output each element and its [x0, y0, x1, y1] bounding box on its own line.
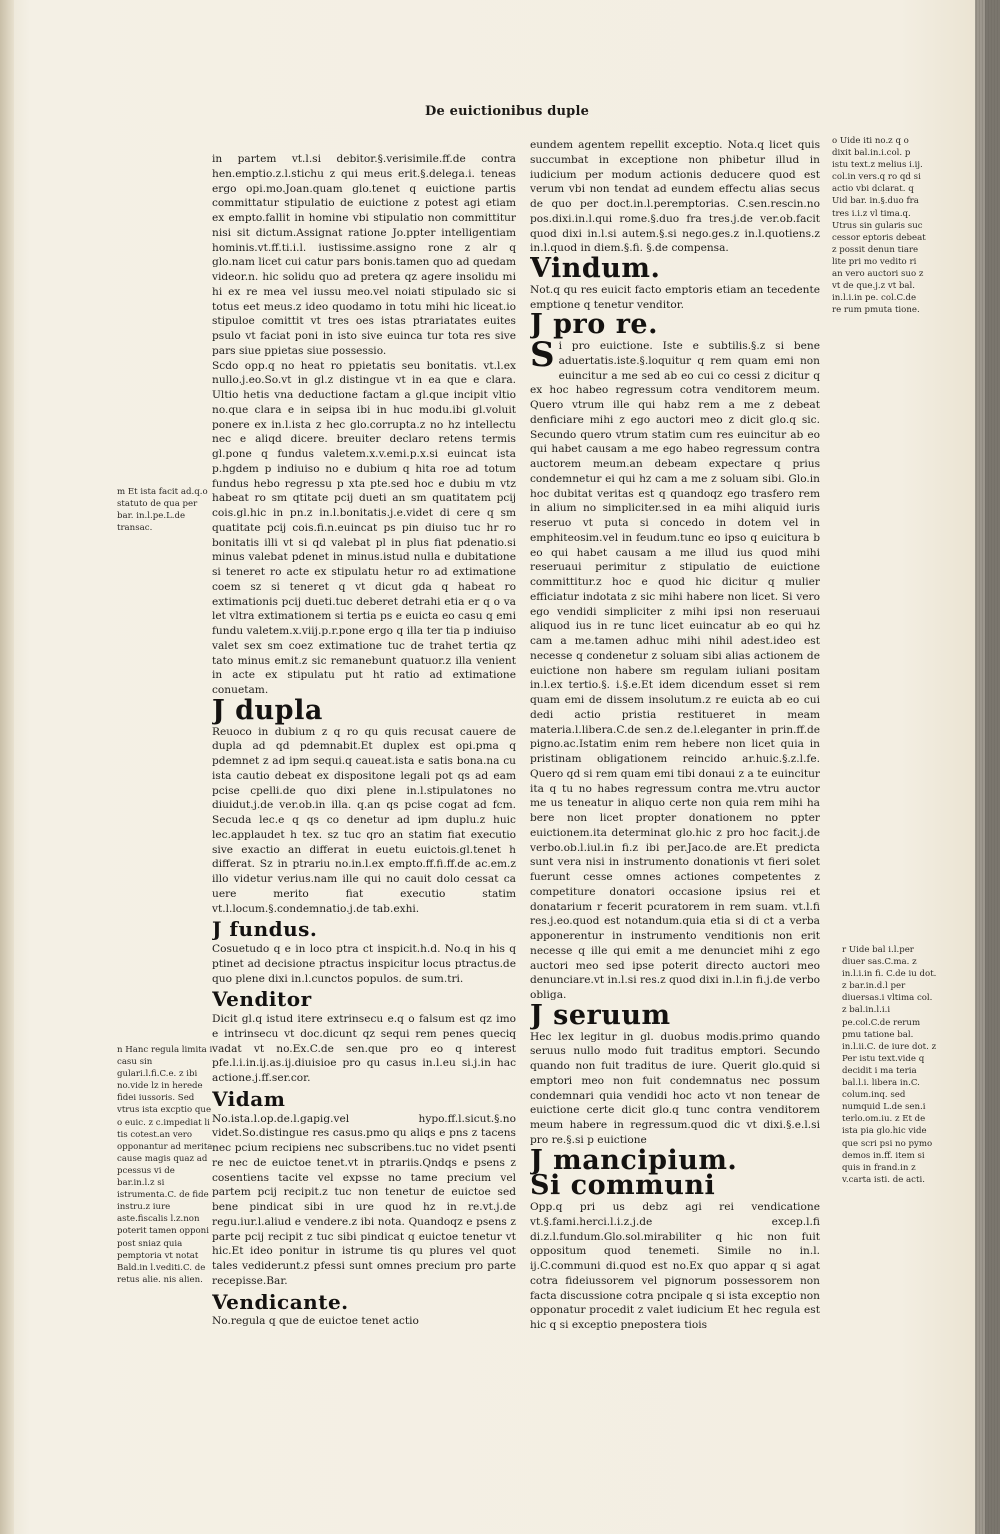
- lemma-heading: [530, 253, 820, 284]
- paragraph: [530, 335, 820, 1003]
- lemma-heading: [530, 1170, 820, 1202]
- paragraph: Hec lex legitur in gl. duobus modis.primo quando seruus nullo modo fuit traditus emptori. Secundo quando non fuit traditus de iure. Querit glo.quid si emptori meo non fuit condemnatus nec possum condemnari quia vendidi hoc acto vt non tenear de euictione certe dicit glo.q tunc contra venditorem meum habere in regressum.quod dic vt dixi.§.e.l.si pro re.§.si p euictione: [530, 1030, 820, 1146]
- lemma-servum: J seruum: [530, 999, 671, 1031]
- lemma-venditor: Venditor: [212, 987, 312, 1012]
- lemma-heading: [212, 1088, 516, 1111]
- lemma-si-communi: Si communi: [530, 1170, 716, 1202]
- paragraph: No.ista.l.op.de.l.gapig.vel hypo.ff.l.sicut.§.no videt.So.distingue res casus.pmo qu aliqs e pns z tacens nec pcium recipiens nec subscribens.tuc no videt psenti re nec de euictoe tenet.vt in ptrariis.Qndqs e psens z cosentiens tacite vel expsse no tame precium vel partem pcij recipit.z tuc non tenetur de euictoe sed bene pindicat sibi in ure quod hz in re.vt.j.de regu.iur.l.aliud e vendere.z ibi nota. Quandoqz e psens z parte pcij recipit z tuc sibi pindicat q euictoe tenetur vt hic.Et ideo ponitur in istrume tis qu plures vel quot tales vediderunt.z pfessi sunt omnes precium pro parte recepisse.Bar.: [212, 1112, 516, 1287]
- lemma-fundus: J fundus.: [212, 917, 318, 942]
- paragraph-text: i pro euictione. Iste e subtilis.§.z si bene aduertatis.iste.§.loquitur q rem quam emi non euincitur a me sed ab eo cui co cessi z dicitur q ex hoc habeo regressum cotra venditorem meum. Quero vtrum ille qui habz rem a me z debeat denficiare mihi z ego auctori meo z dicit glo.q sic. Secundo quero vtrum statim cum res euincitur ab eo qui habet causam a me ego habeo regressum contra auctorem meum.an debeam expectare q prius condemnetur ei qui hz cam a me z soluam sibi. Glo.in hoc dubitat veritas est q quandoqz ego trasfero rem in alium no simpliciter.sed in ea mihi aliquid iuris reseruo vt puta si concedo in dotem vel in emphiteosim.vel in feudum.tunc eo ipso q euicitura b eo qui habet causam a me illud ius quod mihi reseruaui perimitur z stipulatio de euictione committitur.z hoc e quod hic dicitur q mulier efficiatur indotata z sic mihi habere non licet. Si vero ego vendidi simpliciter z mihi ipsi non reseruaui aliquod ius in re tunc licet euincatur ab eo qui hz cam a me.tamen adhuc mihi nihil adest.ideo est necesse q condenetur z soluam sibi alias actionem de euictione non habere sm regulam iuliani positam in.l.ex tertio.§. i.§.e.Et idem dicendum esset si rem quam emi de dissem insolutum.z re euicta ab eo cui dedi actio pristia restitueret in meam materia.l.libera.C.de sen.z de.l.eleganter in prin.ff.de pigno.ac.Istatim enim rem hebere non licet quia in pristinam obligationem reincido ar.huic.§.z.l.fe. Quero qd si rem quam emi tibi donaui z a te euincitur ita q tu no habes regressum contra me.vtru auctor me us teneatur in aliquo certe non quia rem mihi ha bere non licet propter donationem no ppter euictionem.ita determinat glo.hic z pro hoc facit.j.de verbo.ob.l.iul.in fi.z ibi per.Jaco.de are.Et predicta sunt vera nisi in instrumento donationis vt fieri solet fuerunt cesse omnes actiones competentes z competiture donatori occasione ipsius rei et donatarium r fecerit pcuratorem in rem suam. vt.l.fi res.j.eo.quod est notandum.quia etia si di ct a verba apponerentur in instrumento venditionis non erit necesse q ille qui emit a me denunciet mihi z ego auctori meo sed ipse poterit directo auctori meo denunciare.vt in.l.si res.z quod dixi in.l.in fi.j.de verbo obliga.: [530, 340, 820, 1001]
- margin-note-left-bottom: n Hanc regula limita i casu sin gulari.l.fi.C.e. z ibi no.vide lz in herede fidei iussoris. Sed vtrus ista excptio que o euic. z c.impediat li tis cotest.an vero opponantur ad merita cause magis quaz ad pcessus vi de bar.in.l.z si istrumenta.C. de fide instru.z iure aste.fiscalis l.z.non poterit tamen opponi post sniaz quia pemptoria vt notat Bald.in l.vediti.C. de retus alie. nis alien.: [117, 1045, 213, 1285]
- lemma-heading: [212, 694, 516, 726]
- margin-note-right-bottom: r Uide bal i.l.per diuer sas.C.ma. z in.l.i.in fi. C.de iu dot. z bar.in.d.l per diuersas.i vltima col. z bal.in.l.i.i pe.col.C.de rerum pmu tatione bal. in.l.ii.C. de iure dot. z Per istu text.vide q decidit i ma teria bal.l.i. libera in.C. colum.inq. sed numquid L.de sen.i terlo.om.iu. z Et de ista pia glo.hic vide que scri psi no pymo demos in.ff. item si quis in frand.in z v.carta isti. de acti.: [842, 945, 937, 1185]
- text-column-left: [212, 152, 516, 1382]
- paragraph: in partem vt.l.si debitor.§.verisimile.ff.de contra hen.emptio.z.l.stichu z qui meus erit.§.delega.i. teneas ergo opi.mo.Joan.quam glo.tenet q euictione partis committatur stipulatio de euictione z potest agi etiam ex empto.fallit in homine vbi stipulatio non committitur nisi sit dictum.Assignat ratione Jo.ppter intelligentiam hominis.vt.ff.ti.i.l. iustissime.assigno rone z alr q glo.nam licet cui catur pars bonis.tamen quo ad quedam videor.n. hic solidu quo ad pretera qz agere insolidu mi hi ex re mea vel iussu meo.vel noiati stipulado sic si totus eet meus.z ideo quodamo in totu mihi hic liceat.io stipuloe comittit vt tres oes istas ptrariatates euites psulo vt faciat poni in isto sive euinca tur tota res sive pars siue ppietas siue possessio.: [212, 153, 516, 357]
- paragraph: Scdo opp.q no heat ro ppietatis seu bonitatis. vt.l.ex nullo.j.eo.So.vt in gl.z distingue vt in ea que e clara. Ultio hetis vna deductione factam a gl.que incipit vltio no.que clara e in seipsa ibi in huc modu.ibi gl.voluit ponere ex in.l.ista z hec glo.corrupta.z no hz intellectu nec e aliqd dicere. breuiter declaro retens termis gl.pone q fundus valetem.x.v.emi.p.x.si euincat ista p.hgdem p indiuiso no e dubium q hita roe ad totum fundus hebo regressu p xta pte.sed hoc e dubiu m vtz habeat ro sm qtitate pcij dueti an sm quatitatem pcij cois.gl.hic in pn.z in.l.bonitatis.j.e.videt di cere q sm quatitate pcij cois.fi.n.euincat ps pin diuiso tuc hr ro bonitatis illi vt si qd valebat pl in plus fiat pdenatio.si minus valebat pdenet in minus.istud nulla e dubitatione si teneret ro acte ex stipulatu hetur ro ad extimatione coem sz si teneret q vt dicut gda q habeat ro extimationis pcij dueti.tuc deberet detrahi etia er q o va let vltra extimationem si tertia ps e euicta eo casu q emi fundu valetem.x.viij.p.r.pone ergo q illa ter tia p indiuiso valet sex sm coez extimatione tuc de trahet tertia qz tato minus emit.z sic remanebunt quatuor.z illa venient in acte ex stipulatu put ht ratio ad extimatione conuetam.: [212, 359, 516, 696]
- paragraph: Not.q qu res euicit facto emptoris etiam an tecedente emptione q tenetur venditor.: [530, 283, 820, 311]
- page-gutter: [0, 0, 14, 1534]
- text-column-right: [530, 138, 820, 1378]
- page-edge-shadow: [985, 0, 1000, 1534]
- lemma-vindum: Vindum.: [530, 253, 661, 284]
- paragraph: No.regula q que de euictoe tenet actio: [212, 1315, 419, 1328]
- paragraph: Opp.q pri us debz agi rei vendicatione vt.§.fami.herci.l.i.z.j.de excep.l.fi di.z.l.fundum.Glo.sol.mirabiliter q hic non fuit oppositum quod tenemeti. Simile no in.l. ij.C.communi di.quod est no.Ex quo appar q si agat cotra fideiussorem vel pignorum possessorem non facta discussione cotra pncipale q si ista exceptio non opponatur procedit z valet iudicium Et hec regula est hic q si exceptio pnepostera tiois: [530, 1201, 820, 1331]
- lemma-pro-re: J pro re.: [530, 309, 658, 341]
- paragraph: eundem agentem repellit exceptio. Nota.q licet quis succumbat in exceptione non phibetur illud in iudicium per modum actionis deducere quod est verum vbi non tendat ad eundem effectu alias secus de quo per doct.in.l.peremptorias. C.sen.rescin.no pos.dixi.in.l.qui rome.§.duo fra tres.j.de ver.ob.facit quod dixi in.l.si autem.§.si nego.ges.z in.l.quotiens.z in.l.quod in diem.§.fi. §.de compensa.: [530, 139, 820, 255]
- paragraph: Reuoco in dubium z q ro qu quis recusat cauere de dupla ad qd pdemnabit.Et duplex est opi.pma q pdemnet z ad ipm sequi.q caueat.ista e satis bona.na cu ista cautio debeat ex dispositone legali pot qs ad eam pcise cpelli.de quo dixi plene in.l.stipulatones no diuidut.j.de ver.ob.in illa. q.an qs pcise cogat ad fcm. Secuda lec.e q qs co denetur ad ipm duplu.z huic lec.applaudet h tex. sz tuc qro an statim fiat executio sive exactio an differat in euetu euictois.gl.tenet h differat. Sz in ptrariu no.in.l.ex empto.ff.fi.ff.de ac.em.z illo videtur verius.nam ille qui no cauit dolo cessat ca uere merito fiat executio statim vt.l.locum.§.condemnatio.j.de tab.exhi.: [212, 725, 516, 915]
- lemma-dupla: J dupla: [212, 694, 323, 726]
- lemma-mancipium: J mancipium.: [530, 1144, 738, 1176]
- initial-letter: S: [530, 335, 555, 375]
- lemma-vendicante: Vendicante.: [212, 1289, 349, 1314]
- margin-note-left-top: m Et ista facit ad.q.o statuto de qua per bar. in.l.pe.L.de transac.: [117, 487, 208, 534]
- lemma-heading: [530, 999, 820, 1031]
- margin-note-right-top: o Uide iti no.z q o dixit bal.in.i.col. p istu text.z melius i.ij. col.in vers.q ro qd si actio vbi dclarat. q Uid bar. in.§.duo fra tres i.i.z vl tima.q. Utrus sin gularis suc cessor eptoris debeat z possit denun tiare lite pri mo vedito ri an vero auctori suo z vt de que.j.z vt bal. in.l.i.in pe. col.C.de re rum pmuta tione.: [832, 136, 926, 316]
- lemma-heading: [212, 918, 516, 941]
- paragraph: Dicit gl.q istud itere extrinsecu e.q o falsum est qz imo e intrinsecu vt doc.dicunt qz sequi rem penes queciq vadat vt no.Ex.C.de sen.que pro eo q interest pfe.l.i.in.ij.as.ij.diuisioe pro qu casus in.l.eu si.j.in hac actione.j.ff.ser.cor.: [212, 1013, 516, 1084]
- lemma-heading: [212, 1291, 516, 1314]
- paragraph: Cosuetudo q e in loco ptra ct inspicit.h.d. No.q in his q ptinet ad decisione ptractus inspicitur locus ptractus.de quo plene dixi in.l.cunctos populos. de sum.tri.: [212, 943, 516, 985]
- lemma-heading: [530, 309, 820, 341]
- lemma-heading: [212, 988, 516, 1011]
- lemma-vidam: Vidam: [212, 1086, 286, 1111]
- running-head: De euictionibus duple: [425, 104, 590, 119]
